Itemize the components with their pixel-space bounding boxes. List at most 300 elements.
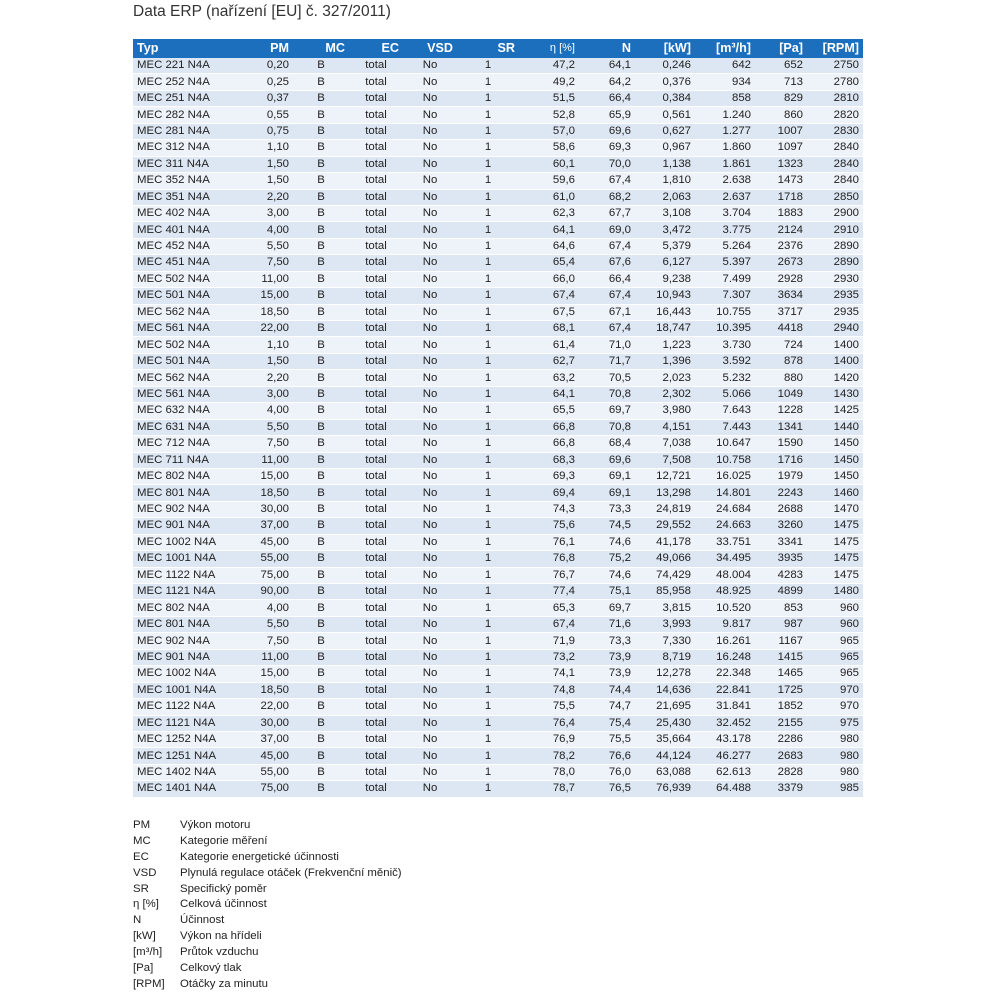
legend-abbreviation: η [%] <box>133 898 159 911</box>
table-cell: B <box>293 288 349 304</box>
table-cell: 4,151 <box>635 419 695 435</box>
table-cell: 29,552 <box>635 518 695 534</box>
table-cell: No <box>403 764 457 780</box>
table-cell: 7.499 <box>695 271 755 287</box>
table-cell: total <box>349 666 403 682</box>
table-cell: MEC 801 N4A <box>133 616 233 632</box>
table-cell: 1 <box>457 419 519 435</box>
table-cell: B <box>293 304 349 320</box>
table-cell: 1 <box>457 468 519 484</box>
table-cell: No <box>403 123 457 139</box>
table-cell: 76,7 <box>519 567 579 583</box>
table-cell: 975 <box>807 715 863 731</box>
table-cell: 74,3 <box>519 501 579 517</box>
legend-description: Výkon motoru <box>180 819 251 831</box>
table-row <box>133 403 863 419</box>
table-cell: 62,3 <box>519 205 579 221</box>
table-cell: B <box>293 518 349 534</box>
table-cell: total <box>349 468 403 484</box>
table-cell: total <box>349 255 403 271</box>
table-row <box>133 666 863 682</box>
table-cell: 1 <box>457 337 519 353</box>
table-cell: 65,5 <box>519 403 579 419</box>
table-row <box>133 584 863 600</box>
table-cell: 5,50 <box>233 238 293 254</box>
table-row <box>133 616 863 632</box>
table-cell: 69,3 <box>519 468 579 484</box>
table-cell: 33.751 <box>695 534 755 550</box>
table-row <box>133 534 863 550</box>
table-cell: 1097 <box>755 140 807 156</box>
legend-abbreviation: MC <box>133 834 151 847</box>
table-cell: 21,695 <box>635 699 695 715</box>
table-cell: 74,429 <box>635 567 695 583</box>
table-cell: 70,8 <box>579 386 635 402</box>
table-cell: MEC 901 N4A <box>133 649 233 665</box>
column-header: [m³/h] <box>695 39 755 58</box>
table-cell: 18,50 <box>233 485 293 501</box>
table-cell: No <box>403 107 457 123</box>
table-cell: 9,238 <box>635 271 695 287</box>
legend-abbreviation: N <box>133 914 142 927</box>
table-cell: 14,636 <box>635 682 695 698</box>
table-cell: total <box>349 337 403 353</box>
legend <box>133 818 402 993</box>
table-cell: 980 <box>807 748 863 764</box>
table-cell: 2124 <box>755 222 807 238</box>
table-cell: 1 <box>457 403 519 419</box>
table-cell: 75,00 <box>233 781 293 797</box>
table-cell: MEC 1252 N4A <box>133 731 233 747</box>
table-cell: 37,00 <box>233 518 293 534</box>
table-cell: 73,2 <box>519 649 579 665</box>
table-row <box>133 715 863 731</box>
table-cell: 66,4 <box>579 271 635 287</box>
table-cell: No <box>403 551 457 567</box>
table-cell: B <box>293 452 349 468</box>
table-cell: 3.704 <box>695 205 755 221</box>
table-cell: B <box>293 649 349 665</box>
table-cell: MEC 1122 N4A <box>133 699 233 715</box>
table-cell: B <box>293 501 349 517</box>
table-cell: No <box>403 436 457 452</box>
table-cell: total <box>349 304 403 320</box>
table-cell: 1.277 <box>695 123 755 139</box>
table-cell: 15,00 <box>233 468 293 484</box>
table-cell: total <box>349 731 403 747</box>
table-cell: 6,127 <box>635 255 695 271</box>
table-cell: B <box>293 419 349 435</box>
table-cell: 965 <box>807 666 863 682</box>
table-cell: 22.841 <box>695 682 755 698</box>
table-cell: B <box>293 764 349 780</box>
table-cell: total <box>349 222 403 238</box>
table-cell: total <box>349 419 403 435</box>
table-cell: 1,50 <box>233 353 293 369</box>
table-cell: 65,9 <box>579 107 635 123</box>
table-cell: total <box>349 123 403 139</box>
table-cell: 2828 <box>755 764 807 780</box>
table-row <box>133 173 863 189</box>
table-cell: No <box>403 222 457 238</box>
table-cell: 965 <box>807 649 863 665</box>
table-cell: 0,561 <box>635 107 695 123</box>
table-cell: 2850 <box>807 189 863 205</box>
table-row <box>133 271 863 287</box>
table-cell: total <box>349 600 403 616</box>
table-cell: MEC 801 N4A <box>133 485 233 501</box>
table-cell: 1 <box>457 567 519 583</box>
table-cell: 55,00 <box>233 764 293 780</box>
table-cell: No <box>403 600 457 616</box>
table-row <box>133 140 863 156</box>
legend-description: Účinnost <box>180 914 225 927</box>
table-cell: 5,379 <box>635 238 695 254</box>
table-cell: 1473 <box>755 173 807 189</box>
table-cell: 30,00 <box>233 715 293 731</box>
table-cell: 1883 <box>755 205 807 221</box>
table-cell: 43.178 <box>695 731 755 747</box>
table-cell: 2935 <box>807 304 863 320</box>
table-cell: B <box>293 238 349 254</box>
table-row <box>133 156 863 172</box>
table-cell: 73,3 <box>579 501 635 517</box>
table-cell: 67,4 <box>579 238 635 254</box>
table-cell: 1,396 <box>635 353 695 369</box>
table-cell: 3260 <box>755 518 807 534</box>
table-cell: No <box>403 288 457 304</box>
table-cell: 1 <box>457 238 519 254</box>
table-cell: 980 <box>807 731 863 747</box>
table-row <box>133 764 863 780</box>
table-cell: 68,4 <box>579 436 635 452</box>
table-cell: 8,719 <box>635 649 695 665</box>
legend-description: Celkový tlak <box>180 962 242 975</box>
table-cell: 1 <box>457 386 519 402</box>
table-cell: No <box>403 534 457 550</box>
table-row <box>133 321 863 337</box>
column-header: SR <box>457 39 519 58</box>
table-cell: total <box>349 238 403 254</box>
table-cell: No <box>403 370 457 386</box>
table-cell: 7,038 <box>635 436 695 452</box>
table-cell: No <box>403 238 457 254</box>
table-cell: 74,7 <box>579 699 635 715</box>
table-cell: 878 <box>755 353 807 369</box>
table-cell: 75,2 <box>579 551 635 567</box>
table-cell: 2830 <box>807 123 863 139</box>
table-cell: 73,9 <box>579 649 635 665</box>
table-cell: 64,6 <box>519 238 579 254</box>
table-cell: MEC 251 N4A <box>133 90 233 106</box>
table-row <box>133 189 863 205</box>
table-cell: 16.261 <box>695 633 755 649</box>
table-cell: 1,810 <box>635 173 695 189</box>
table-cell: 1 <box>457 666 519 682</box>
table-cell: 74,1 <box>519 666 579 682</box>
table-row <box>133 255 863 271</box>
table-cell: 69,6 <box>579 452 635 468</box>
table-cell: 1475 <box>807 518 863 534</box>
table-cell: 57,0 <box>519 123 579 139</box>
table-cell: 1590 <box>755 436 807 452</box>
table-cell: 1425 <box>807 403 863 419</box>
table-cell: 70,0 <box>579 156 635 172</box>
table-cell: 67,6 <box>579 255 635 271</box>
table-cell: 61,4 <box>519 337 579 353</box>
table-cell: 66,4 <box>579 90 635 106</box>
table-cell: 30,00 <box>233 501 293 517</box>
legend-item <box>133 977 402 993</box>
table-cell: B <box>293 321 349 337</box>
table-row <box>133 74 863 90</box>
table-cell: 75,5 <box>579 731 635 747</box>
legend-item <box>133 834 402 850</box>
table-cell: No <box>403 682 457 698</box>
table-cell: 1475 <box>807 534 863 550</box>
legend-description: Průtok vzduchu <box>180 946 259 959</box>
table-cell: 1 <box>457 682 519 698</box>
table-cell: 3,980 <box>635 403 695 419</box>
table-cell: 0,627 <box>635 123 695 139</box>
table-cell: total <box>349 699 403 715</box>
table-cell: MEC 352 N4A <box>133 173 233 189</box>
table-cell: No <box>403 90 457 106</box>
table-cell: 0,20 <box>233 58 293 74</box>
table-cell: 63,088 <box>635 764 695 780</box>
table-cell: 2890 <box>807 255 863 271</box>
table-cell: 1341 <box>755 419 807 435</box>
table-cell: 1.861 <box>695 156 755 172</box>
table-cell: MEC 501 N4A <box>133 288 233 304</box>
table-cell: 3.592 <box>695 353 755 369</box>
table-cell: 1979 <box>755 468 807 484</box>
table-cell: 3,00 <box>233 205 293 221</box>
table-cell: total <box>349 173 403 189</box>
table-cell: 7.643 <box>695 403 755 419</box>
legend-abbreviation: EC <box>133 850 149 863</box>
table-cell: 78,0 <box>519 764 579 780</box>
table-cell: 74,4 <box>579 682 635 698</box>
table-cell: B <box>293 699 349 715</box>
table-cell: total <box>349 140 403 156</box>
table-cell: 4,00 <box>233 222 293 238</box>
table-cell: B <box>293 715 349 731</box>
legend-abbreviation: SR <box>133 882 149 895</box>
table-cell: MEC 902 N4A <box>133 501 233 517</box>
legend-description: Plynulá regulace otáček (Frekvenční měnič) <box>180 866 402 879</box>
table-cell: 4899 <box>755 584 807 600</box>
legend-description: Celková účinnost <box>180 898 267 911</box>
table-cell: 7.443 <box>695 419 755 435</box>
table-cell: No <box>403 140 457 156</box>
legend-item <box>133 850 402 866</box>
table-cell: 0,75 <box>233 123 293 139</box>
table-row <box>133 205 863 221</box>
table-cell: 16,443 <box>635 304 695 320</box>
table-cell: 5.264 <box>695 238 755 254</box>
table-cell: B <box>293 90 349 106</box>
table-cell: B <box>293 600 349 616</box>
table-body <box>133 58 863 797</box>
table-row <box>133 436 863 452</box>
table-cell: MEC 351 N4A <box>133 189 233 205</box>
table-cell: 74,5 <box>579 518 635 534</box>
table-cell: MEC 1251 N4A <box>133 748 233 764</box>
table-cell: 1450 <box>807 468 863 484</box>
table-cell: 1450 <box>807 436 863 452</box>
table-cell: No <box>403 156 457 172</box>
table-cell: 45,00 <box>233 534 293 550</box>
column-header: [Pa] <box>755 39 807 58</box>
table-cell: 1 <box>457 501 519 517</box>
table-cell: 2,20 <box>233 189 293 205</box>
table-row <box>133 633 863 649</box>
table-cell: MEC 1401 N4A <box>133 781 233 797</box>
table-cell: 76,5 <box>579 781 635 797</box>
legend-description: Specifický poměr <box>180 882 267 895</box>
legend-item <box>133 913 402 929</box>
table-cell: 1 <box>457 649 519 665</box>
table-cell: total <box>349 386 403 402</box>
table-cell: B <box>293 58 349 74</box>
legend-description: Výkon na hřídeli <box>180 930 262 943</box>
table-cell: 2810 <box>807 90 863 106</box>
table-row <box>133 370 863 386</box>
table-cell: 0,967 <box>635 140 695 156</box>
table-cell: B <box>293 731 349 747</box>
table-cell: 74,6 <box>579 567 635 583</box>
table-cell: 5,50 <box>233 419 293 435</box>
table-cell: B <box>293 551 349 567</box>
table-cell: 1 <box>457 173 519 189</box>
column-header: [RPM] <box>807 39 863 58</box>
table-cell: 59,6 <box>519 173 579 189</box>
table-cell: 1 <box>457 304 519 320</box>
table-cell: 37,00 <box>233 731 293 747</box>
table-cell: 1465 <box>755 666 807 682</box>
table-cell: B <box>293 205 349 221</box>
table-cell: 31.841 <box>695 699 755 715</box>
legend-abbreviation: PM <box>133 819 151 831</box>
table-cell: 71,0 <box>579 337 635 353</box>
table-cell: 1 <box>457 764 519 780</box>
table-cell: No <box>403 74 457 90</box>
table-cell: 34.495 <box>695 551 755 567</box>
table-cell: 18,50 <box>233 682 293 698</box>
table-cell: MEC 802 N4A <box>133 468 233 484</box>
column-header: η [%] <box>519 39 579 58</box>
table-cell: 960 <box>807 600 863 616</box>
table-row <box>133 123 863 139</box>
table-cell: B <box>293 370 349 386</box>
table-cell: 2673 <box>755 255 807 271</box>
table-cell: 1 <box>457 616 519 632</box>
table-cell: 2683 <box>755 748 807 764</box>
table-cell: 76,8 <box>519 551 579 567</box>
legend-item <box>133 866 402 882</box>
table-cell: 0,25 <box>233 74 293 90</box>
table-cell: 76,4 <box>519 715 579 731</box>
table-cell: MEC 562 N4A <box>133 304 233 320</box>
table-cell: B <box>293 156 349 172</box>
table-cell: 970 <box>807 682 863 698</box>
table-cell: MEC 312 N4A <box>133 140 233 156</box>
table-cell: 2928 <box>755 271 807 287</box>
legend-abbreviation: [Pa] <box>133 962 154 975</box>
table-cell: MEC 502 N4A <box>133 337 233 353</box>
table-cell: 3,00 <box>233 386 293 402</box>
table-cell: B <box>293 189 349 205</box>
table-cell: 7,50 <box>233 255 293 271</box>
table-cell: No <box>403 452 457 468</box>
table-cell: 69,6 <box>579 123 635 139</box>
table-cell: 1 <box>457 222 519 238</box>
table-cell: 1,50 <box>233 156 293 172</box>
table-cell: 10.647 <box>695 436 755 452</box>
table-cell: 960 <box>807 616 863 632</box>
table-cell: 1 <box>457 600 519 616</box>
table-cell: 13,298 <box>635 485 695 501</box>
table-cell: MEC 282 N4A <box>133 107 233 123</box>
table-row <box>133 353 863 369</box>
legend-abbreviation: VSD <box>133 866 157 879</box>
table-cell: 62.613 <box>695 764 755 780</box>
table-cell: 5,50 <box>233 616 293 632</box>
table-cell: B <box>293 403 349 419</box>
table-cell: 76,9 <box>519 731 579 747</box>
table-cell: B <box>293 353 349 369</box>
table-cell: 69,7 <box>579 600 635 616</box>
table-cell: 1 <box>457 140 519 156</box>
table-cell: 63,2 <box>519 370 579 386</box>
table-cell: 4283 <box>755 567 807 583</box>
table-cell: total <box>349 403 403 419</box>
table-cell: MEC 562 N4A <box>133 370 233 386</box>
table-cell: 0,376 <box>635 74 695 90</box>
table-row <box>133 222 863 238</box>
table-cell: 11,00 <box>233 271 293 287</box>
table-cell: 652 <box>755 58 807 74</box>
table-cell: B <box>293 337 349 353</box>
table-cell: 2286 <box>755 731 807 747</box>
table-cell: 1420 <box>807 370 863 386</box>
table-cell: 1 <box>457 748 519 764</box>
table-cell: MEC 1001 N4A <box>133 551 233 567</box>
column-header: VSD <box>403 39 457 58</box>
table-cell: total <box>349 271 403 287</box>
table-cell: 1718 <box>755 189 807 205</box>
table-cell: 2820 <box>807 107 863 123</box>
table-row <box>133 238 863 254</box>
table-cell: 67,4 <box>519 616 579 632</box>
table-cell: B <box>293 386 349 402</box>
table-cell: 69,1 <box>579 468 635 484</box>
table-cell: 1.240 <box>695 107 755 123</box>
table-cell: 69,4 <box>519 485 579 501</box>
table-cell: 1,10 <box>233 337 293 353</box>
table-cell: B <box>293 123 349 139</box>
table-cell: 2840 <box>807 140 863 156</box>
table-row <box>133 386 863 402</box>
table-cell: 5.397 <box>695 255 755 271</box>
table-cell: B <box>293 666 349 682</box>
table-cell: total <box>349 74 403 90</box>
table-cell: 2.638 <box>695 173 755 189</box>
table-cell: 2750 <box>807 58 863 74</box>
table-cell: MEC 401 N4A <box>133 222 233 238</box>
table-cell: 2935 <box>807 288 863 304</box>
